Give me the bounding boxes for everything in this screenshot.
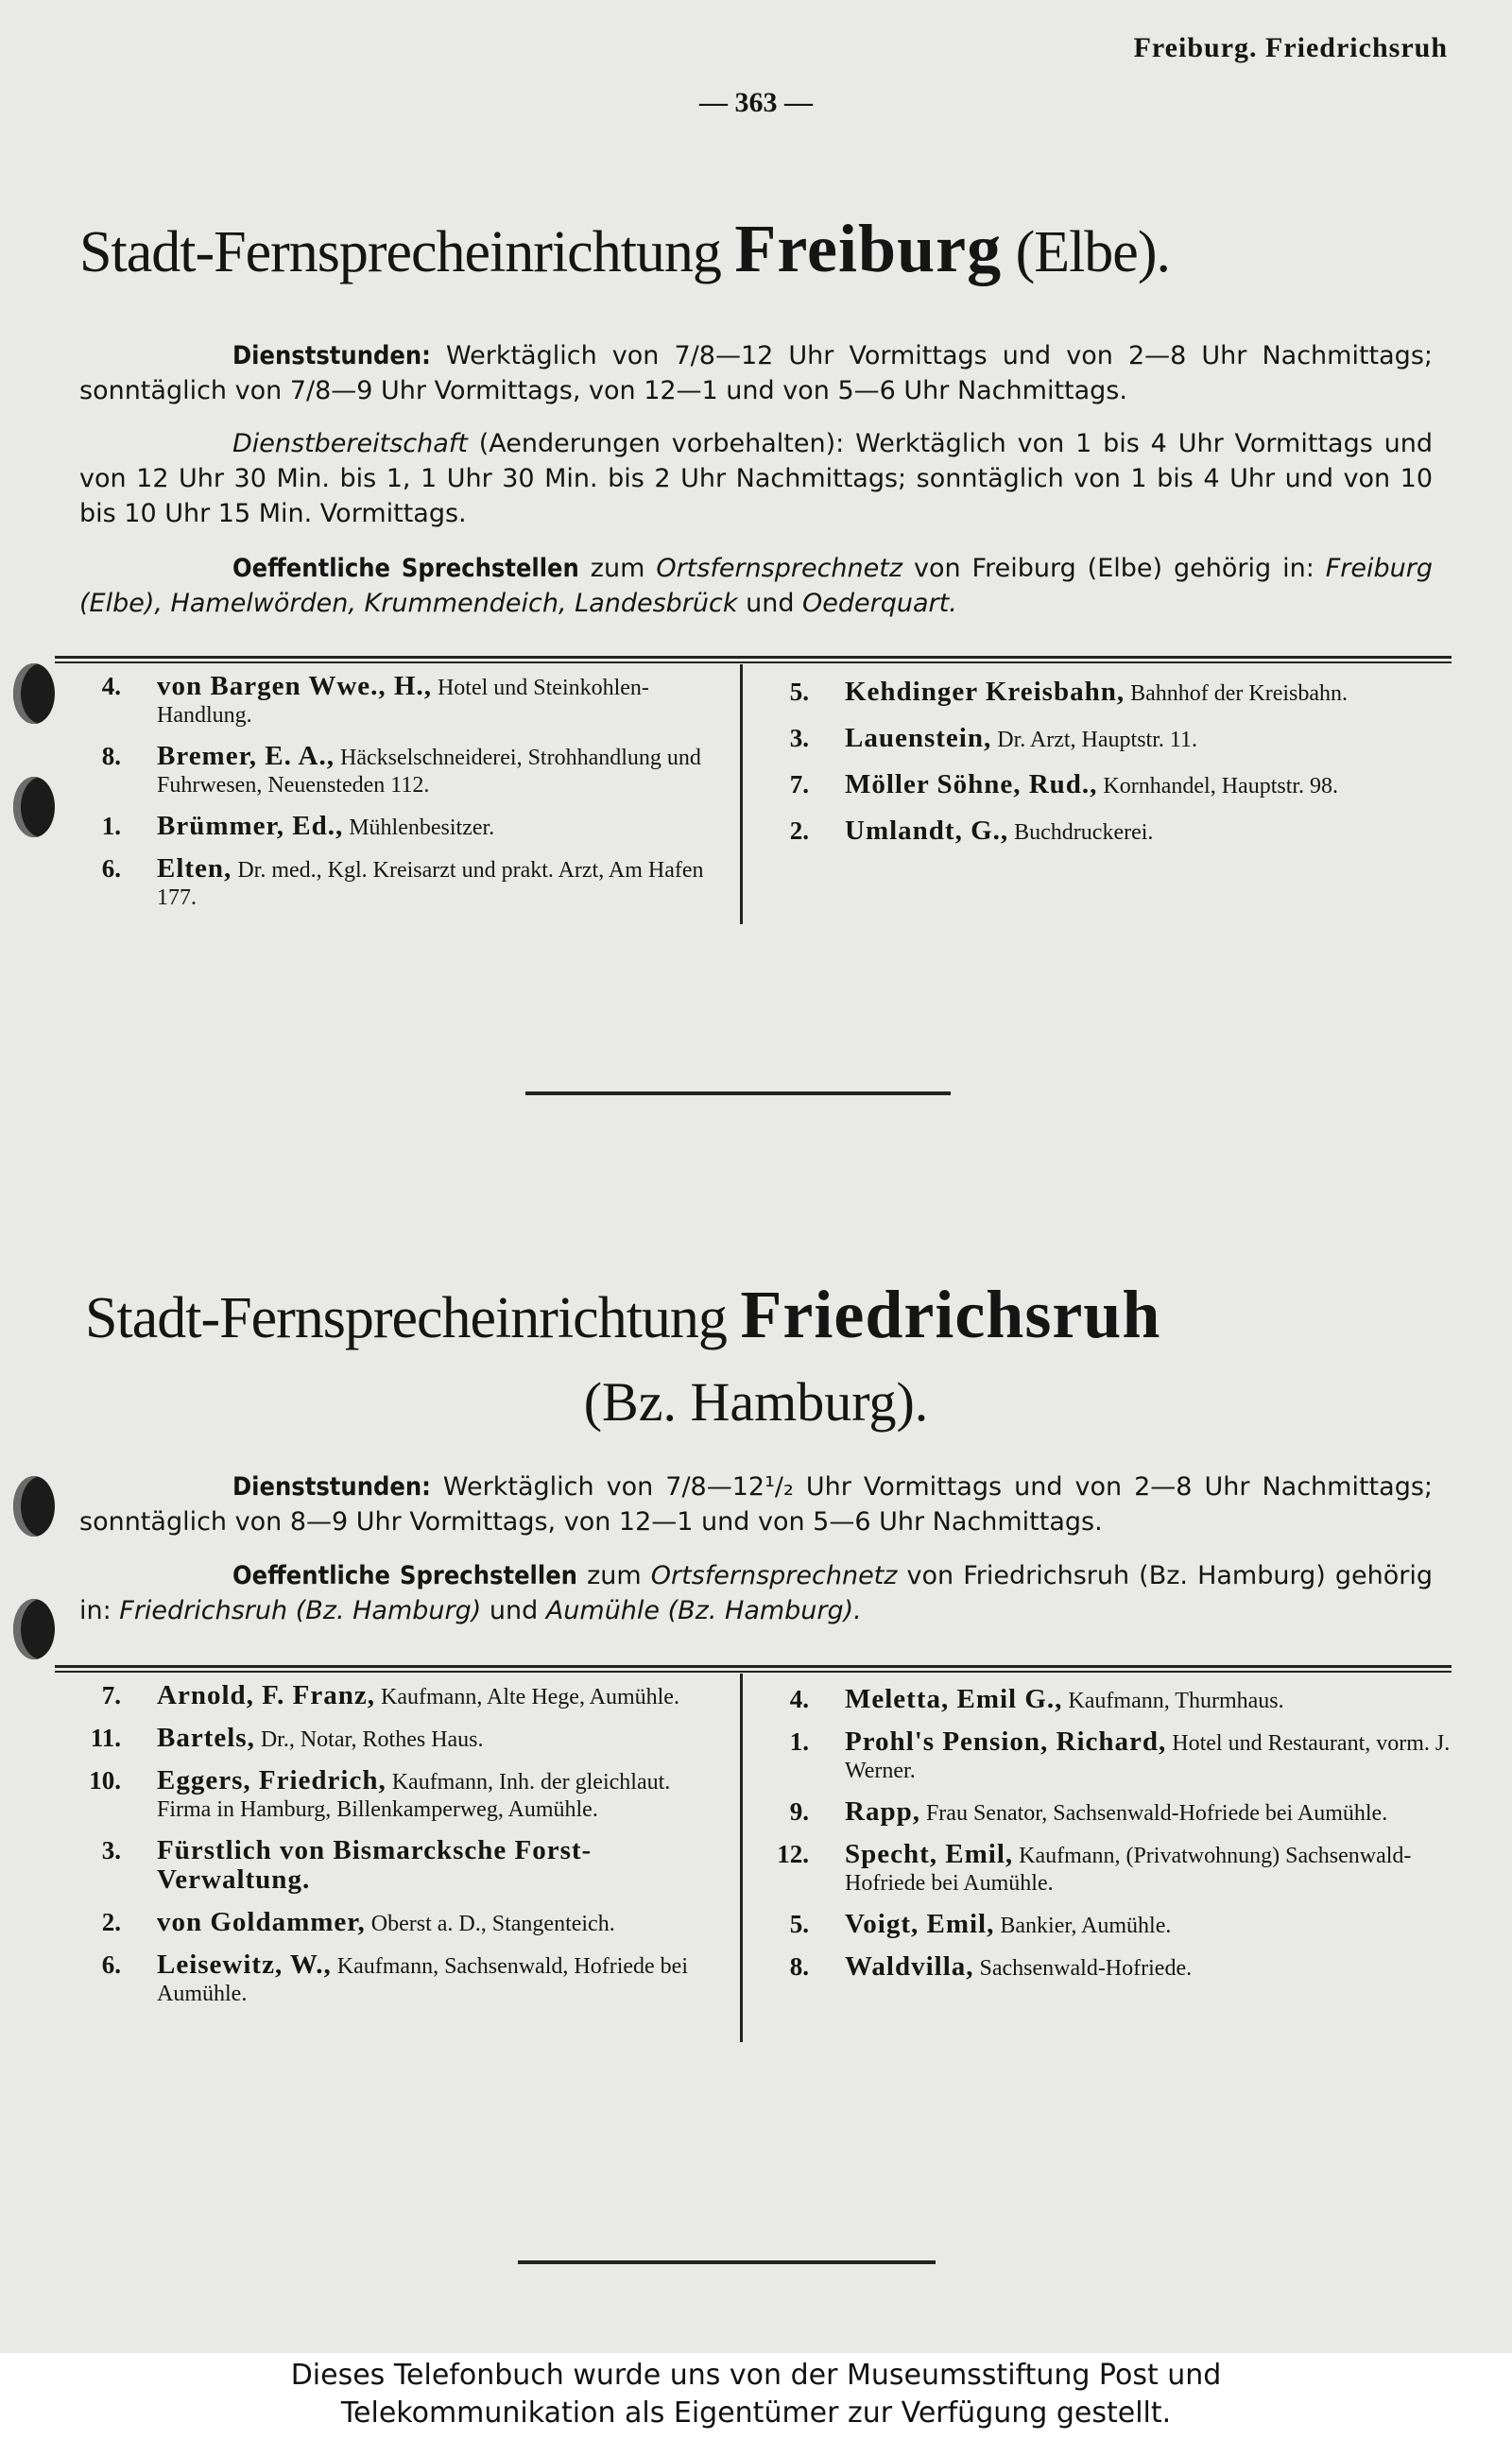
- list-item: 7. Arnold, F. Franz, Kaufmann, Alte Hege, Aumühle.: [101, 1680, 679, 1710]
- list-item: 4. Meletta, Emil G., Kaufmann, Thurmhaus.: [789, 1684, 1284, 1714]
- section-title-friedrichsruh: [85, 1276, 1160, 1354]
- network-label: Ortsfernsprechnetz: [650, 1561, 898, 1590]
- list-item: 4. von Bargen Wwe., H., Hotel und Steinkohlen-Handlung.: [101, 671, 649, 728]
- list-item: 1. Brümmer, Ed., Mühlenbesitzer.: [101, 811, 495, 841]
- list-item: 6. Elten, Dr. med., Kgl. Kreisarzt und prakt. Arzt, Am Hafen 177.: [101, 853, 704, 910]
- last-place: Oederquart.: [802, 589, 957, 618]
- last-place: Aumühle (Bz. Hamburg).: [545, 1596, 862, 1625]
- punch-hole: [13, 663, 55, 724]
- service-label: Dienststunden:: [232, 1472, 431, 1502]
- places: Freiburg (Elbe), Hamelwörden, Krummendeich, Landesbrück: [79, 554, 1433, 618]
- title-place: Friedrichsruh: [740, 1277, 1161, 1352]
- standby-freiburg: [79, 426, 1433, 531]
- list-item: 3. Fürstlich von Bismarcksche Forst-Verwaltung.: [101, 1835, 593, 1895]
- list-item: 9. Rapp, Frau Senator, Sachsenwald-Hofriede bei Aumühle.: [789, 1796, 1388, 1827]
- title-place: Freiburg: [734, 211, 1003, 286]
- punch-hole: [13, 1599, 55, 1659]
- list-item: 7. Möller Söhne, Rud., Kornhandel, Hauptstr. 98.: [789, 769, 1339, 799]
- title-prefix: Stadt-Fernsprecheinrichtung: [79, 220, 721, 284]
- entries-left-friedrichsruh: [68, 1682, 730, 2021]
- list-item: 1. Prohl's Pension, Richard, Hotel und Restaurant, vorm. J. Werner.: [789, 1726, 1451, 1783]
- service-hours-freiburg: [79, 338, 1433, 408]
- service-text: Werktäglich von 7/8—12 Uhr Vormittags und von 2—8 Uhr Nachmittags; sonntäglich von 7/8—9 Uhr Vormittags, von 12—1 und von 5—6 Uhr Nachmittags.: [79, 341, 1433, 405]
- list-item: 10. Eggers, Friedrich, Kaufmann, Inh. der gleichlaut. Firma in Hamburg, Billenkamperweg, Aumühle.: [89, 1765, 671, 1822]
- public-stations-freiburg: Oeffentliche Sprechstellen zum Ortsfernsprechnetz von Freiburg (Elbe) gehörig in: Freiburg (Elbe), Hamelwörden, Krummendeich, Landesbrück und Oederquart.: [79, 554, 1433, 618]
- public-stations-friedrichsruh: Oeffentliche Sprechstellen zum Ortsfernsprechnetz von Friedrichsruh (Bz. Hamburg) gehörig in: Friedrichsruh (Bz. Hamburg) und Aumühle (Bz. Hamburg).: [79, 1561, 1433, 1625]
- entries-right-friedrichsruh: [756, 1686, 1455, 1996]
- running-head: Freiburg. Friedrichsruh: [1133, 32, 1448, 63]
- service-label: Dienststunden:: [232, 341, 431, 370]
- list-item: 2. von Goldammer, Oberst a. D., Stangenteich.: [101, 1907, 615, 1937]
- list-item: 5. Kehdinger Kreisbahn, Bahnhof der Kreisbahn.: [789, 677, 1349, 707]
- title-prefix: Stadt-Fernsprecheinrichtung: [85, 1286, 727, 1350]
- section-title-freiburg: [79, 210, 1170, 288]
- network-label: Ortsfernsprechnetz: [656, 554, 903, 583]
- list-item: 11. Bartels, Dr., Notar, Rothes Haus.: [90, 1723, 484, 1753]
- divider: [55, 656, 1452, 659]
- list-item: 5. Voigt, Emil, Bankier, Aumühle.: [789, 1909, 1172, 1939]
- footer-line-1: Dieses Telefonbuch wurde uns von der Museumsstiftung Post und: [290, 2359, 1222, 2392]
- section-subtitle: (Bz. Hamburg).: [583, 1371, 929, 1433]
- service-hours-friedrichsruh: [79, 1469, 1433, 1539]
- footer-line-2: Telekommunikation als Eigentümer zur Verfügung gestellt.: [340, 2396, 1172, 2430]
- divider: [55, 1665, 1452, 1668]
- list-item: 12. Specht, Emil, Kaufmann, (Privatwohnung) Sachsenwald-Hofriede bei Aumühle.: [777, 1839, 1412, 1896]
- list-item: 8. Waldvilla, Sachsenwald-Hofriede.: [789, 1951, 1193, 1982]
- list-item: 2. Umlandt, G., Buchdruckerei.: [789, 816, 1154, 846]
- attribution-footer: [0, 2353, 1512, 2439]
- divider: [55, 661, 1452, 663]
- section-end-rule: [525, 1091, 951, 1095]
- title-suffix: (Elbe).: [1015, 220, 1170, 284]
- punch-hole: [13, 777, 55, 837]
- entries-left-freiburg: [68, 673, 730, 925]
- public-label: Oeffentliche Sprechstellen: [232, 1561, 577, 1590]
- public-label: Oeffentliche Sprechstellen: [232, 554, 579, 583]
- list-item: 8. Bremer, E. A., Häckselschneiderei, Strohhandlung und Fuhrwesen, Neuensteden 112.: [101, 741, 701, 798]
- list-item: 6. Leisewitz, W., Kaufmann, Sachsenwald, Hofriede bei Aumühle.: [101, 1949, 688, 2006]
- standby-label: Dienstbereitschaft: [232, 429, 468, 458]
- column-divider: [740, 664, 743, 924]
- standby-text: (Aenderungen vorbehalten): Werktäglich von 1 bis 4 Uhr Vormittags und von 12 Uhr 30 Min. bis 1, 1 Uhr 30 Min. bis 2 Uhr Nachmittags; sonntäglich von 1 bis 4 Uhr und von 10 bis 10 Uhr 15 Min. Vormittags.: [79, 429, 1433, 528]
- places: Friedrichsruh (Bz. Hamburg): [119, 1596, 482, 1625]
- punch-hole: [13, 1476, 55, 1537]
- page-number: — 363 —: [699, 87, 813, 118]
- list-item: 3. Lauenstein, Dr. Arzt, Hauptstr. 11.: [789, 723, 1197, 753]
- service-text: Werktäglich von 7/8—12¹/₂ Uhr Vormittags und von 2—8 Uhr Nachmittags; sonntäglich von 8—9 Uhr Vormittags, von 12—1 und von 5—6 Uhr Nachmittags.: [79, 1472, 1433, 1537]
- divider: [55, 1671, 1452, 1673]
- entries-right-freiburg: [756, 678, 1455, 860]
- column-divider: [740, 1674, 743, 2042]
- section-end-rule: [518, 2260, 936, 2264]
